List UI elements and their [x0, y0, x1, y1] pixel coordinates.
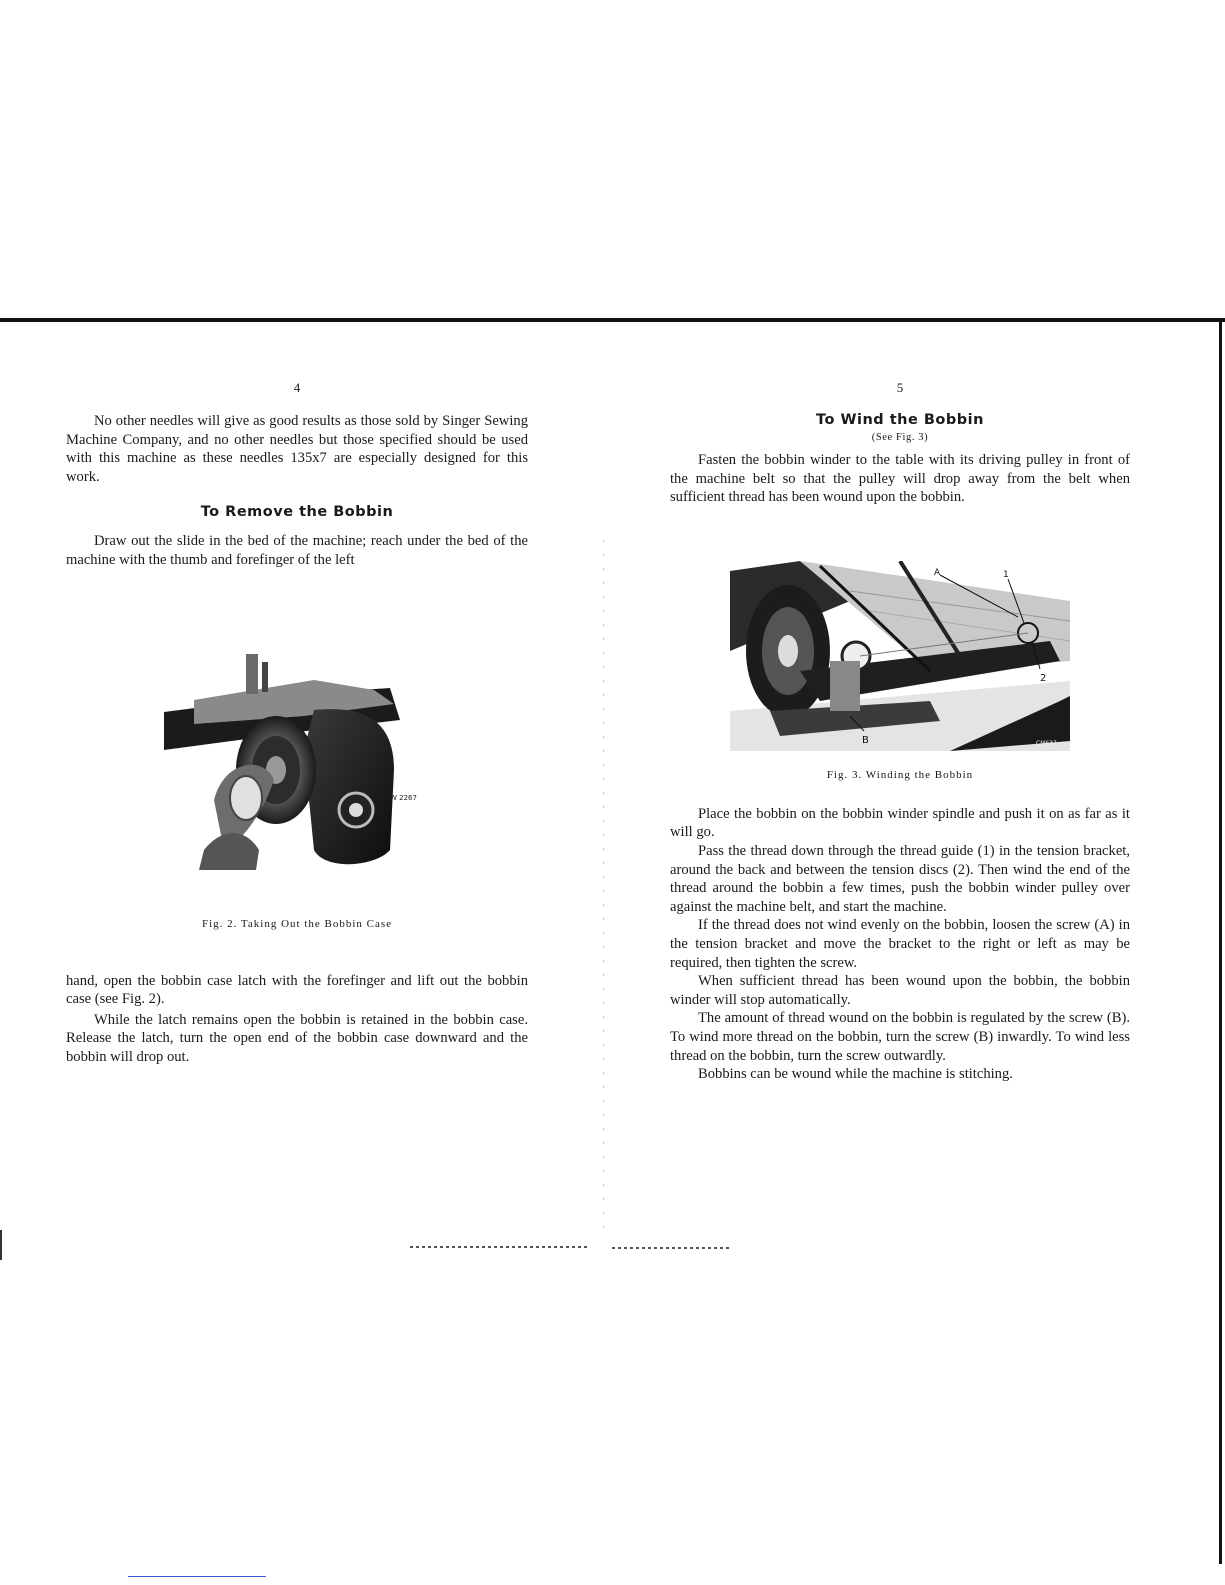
fasten-paragraph: Fasten the bobbin winder to the table with its driving pulley in front of the machine belt so that the pulley will drop away from the belt when sufficient thread has been wound upon the bobbin. — [670, 452, 1130, 506]
bobbin-winder-illustration — [730, 561, 1070, 751]
left-page — [66, 380, 528, 1067]
hand-paragraph: hand, open the bobbin case latch with the forefinger and lift out the bobbin case (see Fig. 2). — [66, 972, 528, 1008]
label-a: A — [934, 567, 941, 578]
instruction-paragraph: The amount of thread wound on the bobbin is regulated by the screw (B). To wind more thread on the bobbin, turn the screw (B) inwardly. To wind less thread on the bobbin, turn the screw outwardly. — [670, 1010, 1130, 1064]
see-fig-3-note: (See Fig. 3) — [871, 432, 929, 443]
gutter-scan-dots — [603, 540, 604, 1240]
bottom-link-underline — [128, 1576, 266, 1577]
instruction-paragraph: Place the bobbin on the bobbin winder spindle and push it on as far as it will go. — [670, 805, 1130, 841]
remove-bobbin-heading: To Remove the Bobbin — [200, 504, 394, 521]
figure-2-caption: Fig. 2. Taking Out the Bobbin Case — [201, 917, 393, 930]
bobbin-case-illustration — [164, 650, 460, 870]
latch-paragraph: While the latch remains open the bobbin is retained in the bobbin case. Release the latch, turn the open end of the bobbin case downward and the bobbin will drop out. — [66, 1011, 528, 1065]
instruction-paragraph: Pass the thread down through the thread guide (1) in the tension bracket, around the back and between the tension discs (2). Then wind the end of the thread around the bobbin a few times, push the bobbin winder pulley over against the machine belt, and start the machine. — [670, 842, 1130, 915]
draw-out-paragraph: Draw out the slide in the bed of the machine; reach under the bed of the machine with the thumb and forefinger of the left — [66, 533, 528, 568]
page-number: 5 — [896, 380, 904, 395]
right-page — [670, 380, 1130, 1084]
wind-bobbin-heading: To Wind the Bobbin — [816, 412, 984, 428]
instruction-paragraph: If the thread does not wind evenly on the bobbin, loosen the screw (A) in the tension bracket and move the bracket to the right or left as may be required, then tighten the screw. — [670, 917, 1130, 971]
label-2: 2 — [1040, 672, 1047, 684]
page-number: 4 — [293, 380, 301, 395]
instruction-paragraph: Bobbins can be wound while the machine is stitching. — [698, 1066, 1013, 1083]
left-edge-mark — [0, 1230, 2, 1260]
figure-2-photo — [164, 650, 460, 870]
needles-paragraph: No other needles will give as good results as those sold by Singer Sewing Machine Company, and no other needles but those specified should be used with this machine as these needles 135x7 are especially designed for this work. — [66, 413, 528, 485]
instruction-paragraph: When sufficient thread has been wound upon the bobbin, the bobbin winder will stop automatically. — [670, 973, 1130, 1008]
scan-noise-left — [410, 1246, 590, 1248]
figure-3-photo — [730, 561, 1070, 751]
figure-2-mark: W 2267 — [390, 793, 417, 802]
top-page-border — [0, 318, 1225, 322]
scan-noise-right — [612, 1247, 732, 1249]
figure-3-mark: CM637 — [1036, 739, 1057, 747]
right-page-border — [1219, 322, 1222, 1564]
label-1: 1 — [1003, 569, 1009, 580]
figure-3-caption: Fig. 3. Winding the Bobbin — [826, 768, 974, 781]
label-b: B — [862, 734, 869, 746]
